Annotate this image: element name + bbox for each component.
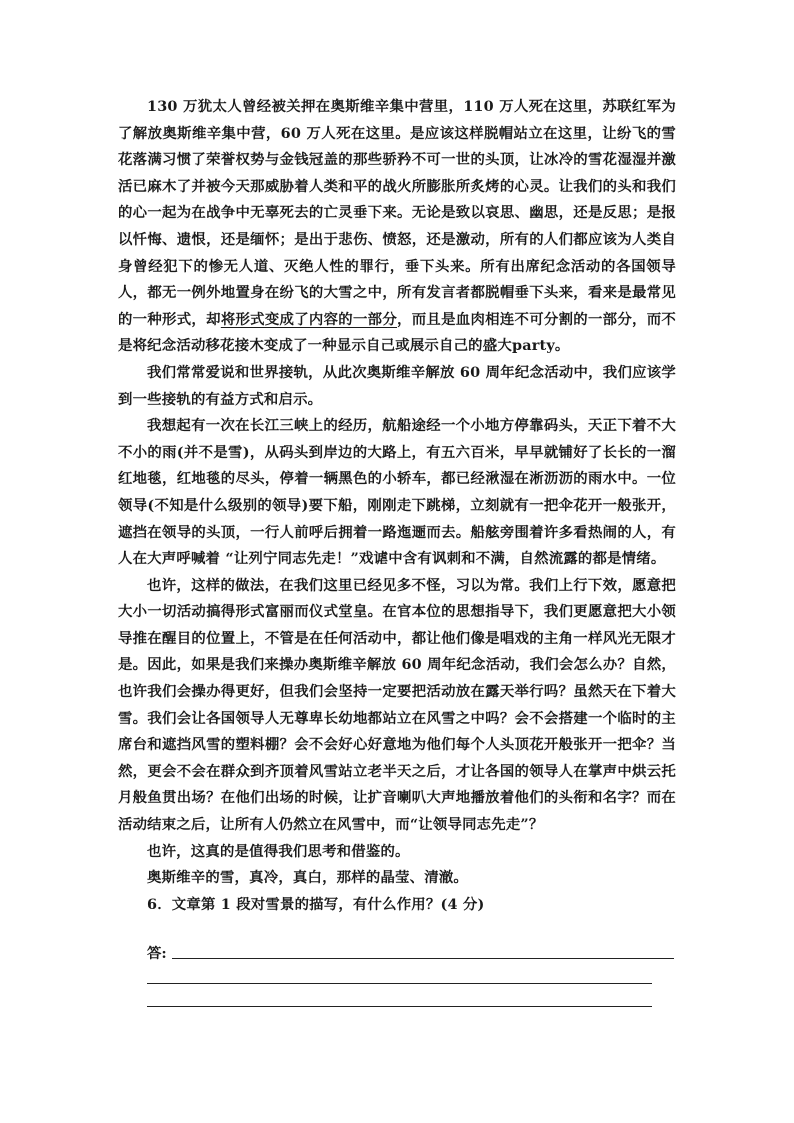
answer-line-3[interactable]	[147, 1006, 652, 1007]
answer-label: 答:	[147, 945, 167, 962]
paragraph-4: 也许，这样的做法，在我们这里已经见多不怪，习以为常。我们上行下效，愿意把大小一切活动搞得形式富丽而仪式堂皇。在官本位的思想指导下，我们更愿意把大小领导推在醒目的位置上，不管是在任何活动中，都让他们像是唱戏的主角一样风光无限才是。因此，如果是我们来操办奥斯维辛解放 60 周年纪念活动，我们会怎么办？自然，也许我们会操办得更好，但我们会坚持一定要把活动放在露天举行吗？虽然天在下着大雪。我们会让各国领导人无尊卑长幼地都站立在风雪之中吗？会不会搭建一个临时的主席台和遮挡风雪的塑料棚？会不会好心好意地为他们每个人头顶花开般张开一把伞？当然，更会不会在群众到齐顶着风雪站立老半天之后，才让各国的领导人在掌声中烘云托月般鱼贯出场？在他们出场的时候，让扩音喇叭大声地播放着他们的头衔和名字？而在活动结束之后，让所有人仍然立在风雪中，而“让领导同志先走”？	[118, 576, 676, 834]
underlined-phrase: 将形式变成了内容的一部分	[220, 310, 398, 328]
paragraph-6: 奥斯维辛的雪，真冷，真白，那样的晶莹、清澈。	[147, 869, 468, 887]
question-6: 6．文章第 1 段对雪景的描写，有什么作用？(4 分)	[147, 895, 485, 913]
paragraph-2: 我们常常爱说和世界接轨，从此次奥斯维辛解放 60 周年纪念活动中，我们应该学到一些接轨的有益方式和启示。	[118, 363, 676, 408]
paragraph-1-text-a: 130 万犹太人曾经被关押在奥斯维辛集中营里，110 万人死在这里，苏联红军为了解放奥斯维辛集中营，60 万人死在这里。是应该这样脱帽站立在这里，让纷飞的雪花落满习惯了荣誉权势与金钱冠盖的那些骄矜不可一世的头顶，让冰冷的雪花湿湿并激活已麻木了并被今天那威胁着人类和平的战火所膨胀所炙烤的心灵。让我们的头和我们的心一起为在战争中无辜死去的亡灵垂下来。无论是致以哀思、幽思，还是反思；是报以忏悔、遗恨，还是缅怀；是出于悲伤、愤怒，还是激动，所有的人们都应该为人类自身曾经犯下的惨无人道、灭绝人性的罪行，垂下头来。所有出席纪念活动的各国领导人，都无一例外地置身在纷飞的大雪之中，所有发言者都脱帽垂下头来，看来是最常见的一种形式，却	[118, 98, 676, 328]
article-body	[118, 94, 676, 918]
paragraph-1-text-b: ，而且是血肉相连不可分割的一部分，而不是将纪念活动移花接木变成了一种显示自己或展示自己的盛大party。	[118, 310, 676, 355]
answer-line-1[interactable]	[172, 958, 674, 959]
answer-line-2[interactable]	[147, 983, 652, 984]
paragraph-1	[118, 94, 676, 360]
paragraph-3: 我想起有一次在长江三峡上的经历，航船途经一个小地方停靠码头，天正下着不大不小的雨(并不是雪)，从码头到岸边的大路上，有五六百米，早早就铺好了长长的一溜红地毯，红地毯的尽头，停着一辆黑色的小轿车，都已经湫湿在淅沥沥的雨水中。一位领导(不知是什么级别的领导)要下船，刚刚走下跳梯，立刻就有一把伞花开一般张开，遮挡在领导的头顶，一行人前呼后拥着一路迤逦而去。船舷旁围着许多看热闹的人，有人在大声呼喊着 “让列宁同志先走！”戏谑中含有讽刺和不满，自然流露的都是情绪。	[118, 417, 676, 568]
paragraph-5: 也许，这真的是值得我们思考和借鉴的。	[147, 842, 410, 860]
